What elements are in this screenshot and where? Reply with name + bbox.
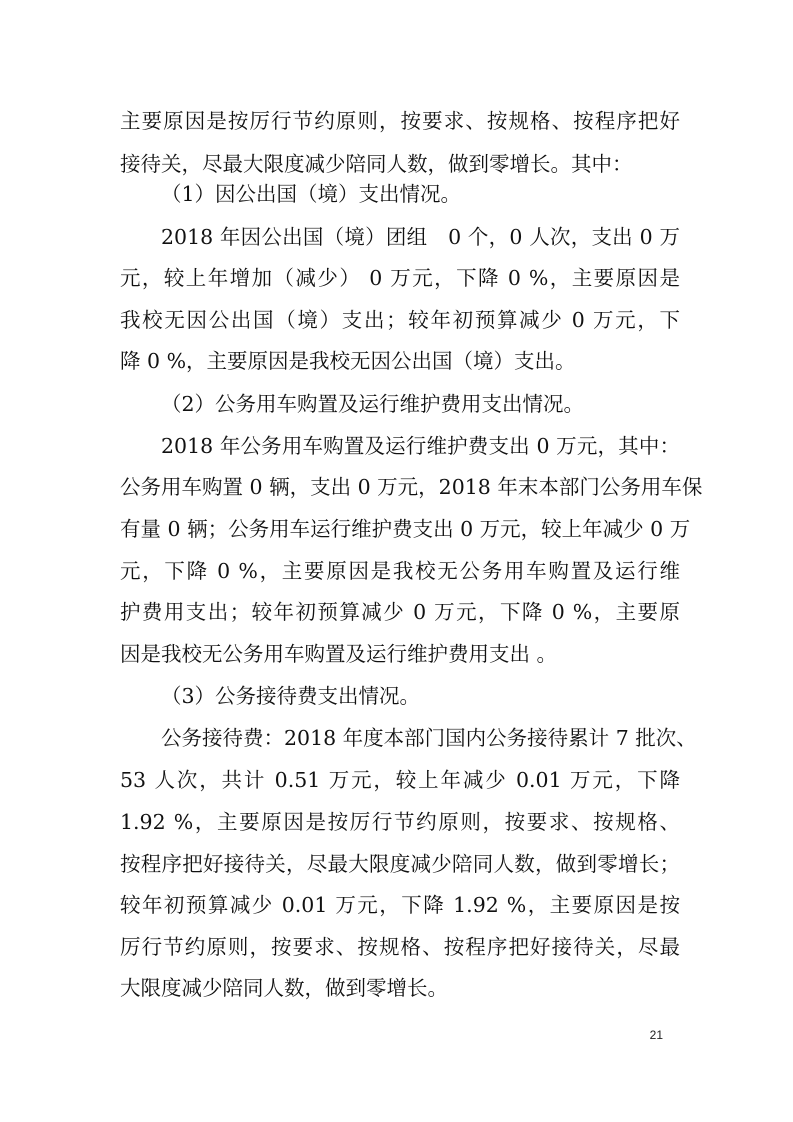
section-heading-3: （3）公务接待费支出情况。 bbox=[161, 684, 421, 708]
body-text-line: 接待关，尽最大限度减少陪同人数，做到零增长。其中： bbox=[120, 152, 633, 176]
section-heading-1: （1）因公出国（境）支出情况。 bbox=[161, 182, 462, 206]
body-text-line: 较年初预算减少 0.01 万元，下降 1.92 %，主要原因是按 bbox=[120, 893, 680, 917]
body-text-line: 有量 0 辆；公务用车运行维护费支出 0 万元，较上年减少 0 万 bbox=[120, 517, 691, 541]
body-text-line: 53 人次，共计 0.51 万元，较上年减少 0.01 万元，下降 bbox=[120, 768, 680, 792]
body-text-line: 1.92 %，主要原因是按厉行节约原则，按要求、按规格、 bbox=[120, 810, 680, 834]
body-text-line: 按程序把好接待关，尽最大限度减少陪同人数，做到零增长； bbox=[120, 852, 680, 876]
body-text-line: 公务接待费：2018 年度本部门国内公务接待累计 7 批次、 bbox=[161, 726, 697, 750]
page-number: 21 bbox=[649, 1028, 663, 1042]
body-text-line: 2018 年因公出国（境）团组 0 个，0 人次，支出 0 万 bbox=[161, 225, 680, 249]
body-text-line: 因是我校无公务用车购置及运行维护费用支出 。 bbox=[120, 642, 558, 666]
body-text-line: 主要原因是按厉行节约原则，按要求、按规格、按程序把好 bbox=[120, 109, 680, 133]
body-text-line: 大限度减少陪同人数，做到零增长。 bbox=[120, 976, 448, 1000]
section-heading-2: （2）公务用车购置及运行维护费用支出情况。 bbox=[161, 392, 585, 416]
body-text-line: 2018 年公务用车购置及运行维护费支出 0 万元，其中： bbox=[161, 434, 680, 458]
body-text-line: 护费用支出；较年初预算减少 0 万元，下降 0 %，主要原 bbox=[120, 600, 680, 624]
body-text-line: 元，下降 0 %，主要原因是我校无公务用车购置及运行维 bbox=[120, 559, 680, 583]
body-text-line: 降 0 %，主要原因是我校无因公出国（境）支出。 bbox=[120, 349, 576, 373]
body-text-line: 厉行节约原则，按要求、按规格、按程序把好接待关，尽最 bbox=[120, 935, 680, 959]
body-text-line: 元，较上年增加（减少） 0 万元，下降 0 %，主要原因是 bbox=[120, 266, 680, 290]
body-text-line: 我校无因公出国（境）支出；较年初预算减少 0 万元，下 bbox=[120, 308, 680, 332]
body-text-line: 公务用车购置 0 辆，支出 0 万元，2018 年末本部门公务用车保 bbox=[120, 475, 703, 499]
